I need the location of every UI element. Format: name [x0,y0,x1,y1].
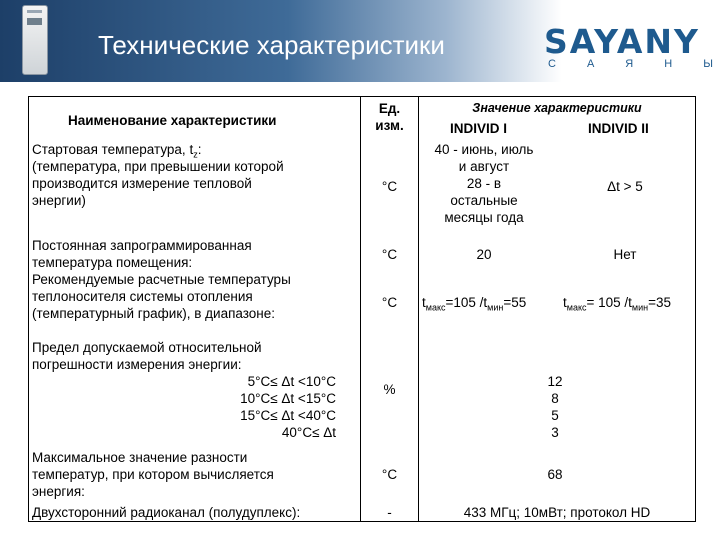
row-heating-curve-unit: °C [381,295,398,310]
row-room-temperature-individ-2: Нет [613,247,637,262]
sayany-logo: SAYANY [544,22,700,61]
row-room-temperature-name: Постоянная запрограммированная температура помещения: [32,238,252,270]
row-radio-channel-value: 433 МГц; 10мВт; протокол HD [463,505,651,520]
row-room-temperature-unit: °C [381,247,398,262]
row-error-limit-name: Предел допускаемой относительной погрешности измерения энергии: [32,340,262,372]
table-top-border [28,96,696,97]
sayany-logo-subtitle: С А Я Н Ы [548,58,713,70]
row-max-difference-name: Максимальное значение разности температур, при котором вычисляется энергия: [32,450,274,499]
slide-title: Технические характеристики [98,30,445,60]
row-start-temperature-unit: °C [381,179,398,194]
row-start-temperature-individ-1: 40 - июнь, июль и август 28 - в остальные месяцы года [434,142,534,225]
row-heating-curve-name: Рекомендуемые расчетные температуры теплоносителя системы отопления (температурный график), в диапазоне: [32,272,291,321]
row-heating-curve-individ-2: $t_{макс}= 105$ $/t_{мин}=35$ [563,295,672,313]
heat-meter-device-image [22,5,48,75]
column-header-unit: Ед. изм. [375,101,404,133]
column-header-name: Наименование характеристики [68,113,277,128]
row-room-temperature-individ-1: 20 [476,247,492,262]
row-error-limit-values: 12 8 5 3 [547,374,563,440]
row-max-difference-value: 68 [547,467,563,482]
row-heating-curve-individ-1: $t_{макс}=105$ $/t_{мин}=55$ [422,295,527,313]
table-right-border [695,96,696,522]
row-error-limit-unit: % [383,382,396,397]
row-start-temperature-individ-2: Δt > 5 [607,179,643,194]
row-max-difference-unit: °C [381,467,398,482]
table-bottom-border [28,521,696,522]
row-error-limit-ranges: 5°C≤ Δt <10°C 10°C≤ Δt <15°C 15°C≤ Δt <40°C 40°C≤ Δt [240,374,336,440]
header-banner [0,0,720,82]
column-header-value: Значение характеристики [472,101,642,115]
column-header-individ-1: INDIVID I [450,121,508,136]
row-radio-channel-name: Двухсторонний радиоканал (полудуплекс): [32,505,301,520]
row-radio-channel-unit: - [387,505,392,520]
table-left-border [28,96,29,522]
row-start-temperature-name: Стартовая температура, $t_z$: (температура, при превышении которой производится измерение тепловой энергии) [32,142,284,208]
column-header-individ-2: INDIVID II [588,121,649,136]
